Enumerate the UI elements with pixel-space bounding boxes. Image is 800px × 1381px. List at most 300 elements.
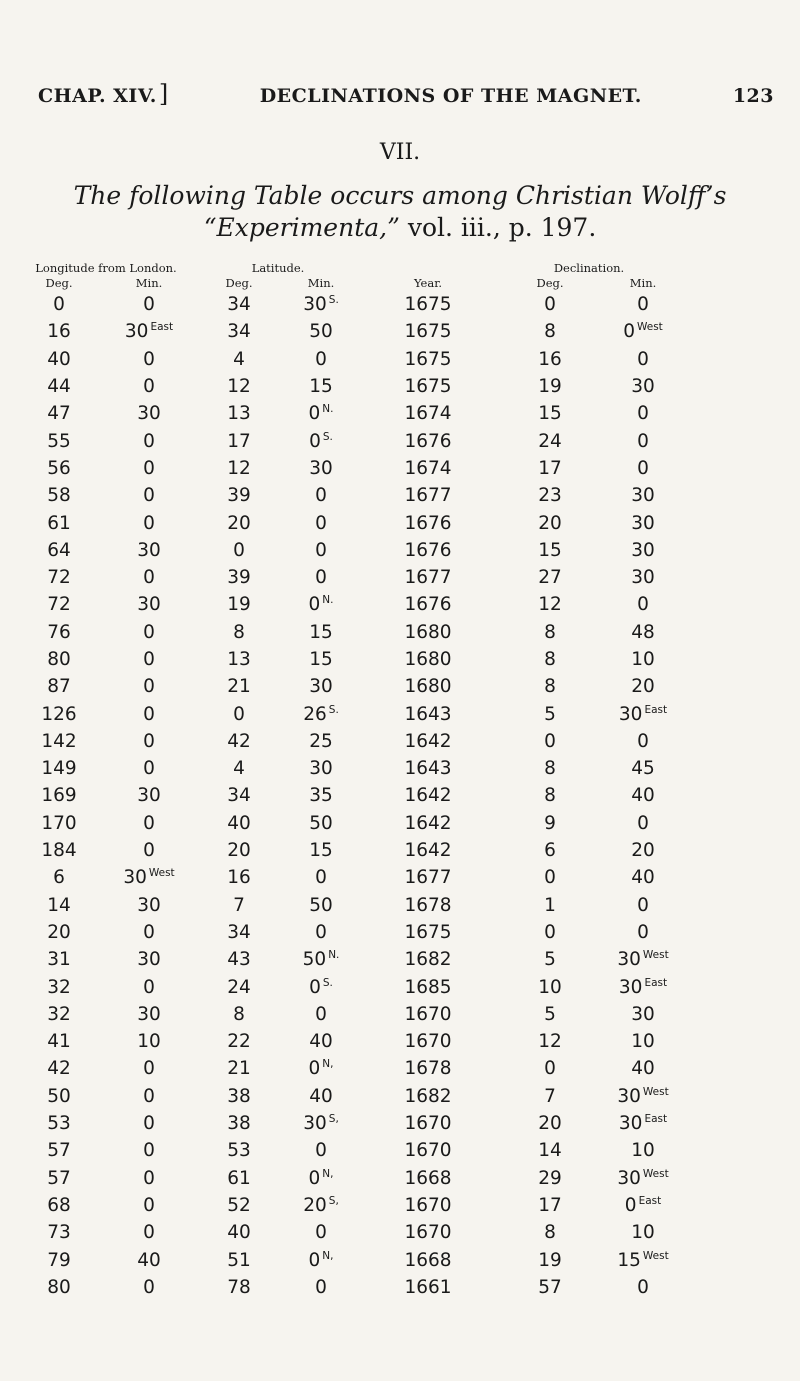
lat-min-cell-value: 30 (309, 676, 333, 698)
year-cell (360, 482, 496, 509)
dec-min-cell-value: 0 (637, 457, 649, 479)
dec-deg-cell (496, 1055, 604, 1082)
dec-min-cell (604, 892, 682, 919)
year-cell-value: 1670 (404, 1003, 452, 1025)
lon-min-cell-value: 0 (143, 1167, 155, 1189)
lon-min-cell (102, 1028, 196, 1055)
lat-deg-cell (196, 482, 282, 509)
lat-min-cell (282, 646, 360, 673)
dec-deg-cell (496, 1246, 604, 1273)
dec-min-cell (604, 1219, 682, 1246)
dec-min-cell-value: 30 (631, 1003, 655, 1025)
dec-min-cell (604, 1246, 682, 1273)
year-cell (360, 1246, 496, 1273)
dec-deg-cell (496, 700, 604, 727)
dec-deg-cell-value: 23 (538, 485, 562, 507)
year-cell-value: 1670 (404, 1194, 452, 1216)
lat-min-cell (282, 864, 360, 891)
year-cell (360, 509, 496, 536)
lat-deg-cell-value: 4 (233, 758, 245, 780)
lon-deg-cell-value: 149 (41, 758, 77, 780)
dec-min-cell (604, 810, 682, 837)
dec-deg-cell-value: 29 (538, 1167, 562, 1189)
year-cell-value: 1643 (404, 703, 452, 725)
lon-deg-cell (16, 755, 102, 782)
dec-min-direction-note: East (644, 703, 668, 716)
lon-min-header: Min. (135, 276, 163, 290)
lon-deg-cell-value: 87 (47, 676, 71, 698)
table-row (16, 400, 792, 427)
dec-deg-cell (496, 1028, 604, 1055)
row-margin (682, 864, 792, 891)
declination-table (16, 260, 792, 1301)
lon-deg-cell (16, 973, 102, 1000)
lon-min-cell-value: 0 (143, 348, 155, 370)
lat-deg-cell (196, 1219, 282, 1246)
lon-min-cell (102, 673, 196, 700)
table-row (16, 892, 792, 919)
dec-min-cell-value: 30 (631, 376, 655, 398)
lon-deg-cell (16, 591, 102, 618)
year-cell (360, 973, 496, 1000)
row-margin (682, 1083, 792, 1110)
dec-deg-cell-value: 17 (538, 457, 562, 479)
year-cell-value: 1642 (404, 785, 452, 807)
year-cell-value: 1670 (404, 1222, 452, 1244)
lat-deg-cell-value: 20 (227, 840, 251, 862)
lat-min-cell-value: 30 (303, 294, 327, 316)
lat-deg-cell-value: 78 (227, 1276, 251, 1298)
lon-deg-cell (16, 509, 102, 536)
dec-min-cell (604, 919, 682, 946)
dec-deg-cell (496, 810, 604, 837)
lon-min-cell-value: 0 (143, 621, 155, 643)
lon-deg-header: Deg. (45, 276, 73, 290)
dec-deg-cell-value: 19 (538, 1249, 562, 1271)
lat-min-cell-value: 0 (315, 539, 327, 561)
year-cell-value: 1675 (404, 348, 452, 370)
year-cell (360, 1110, 496, 1137)
lon-min-cell (102, 427, 196, 454)
lon-deg-cell-value: 80 (47, 1276, 71, 1298)
lat-min-cell-value: 40 (309, 1031, 333, 1053)
dec-min-cell (604, 1274, 682, 1301)
lon-deg-cell (16, 864, 102, 891)
dec-min-cell-value: 10 (631, 1222, 655, 1244)
year-cell (360, 1001, 496, 1028)
lon-deg-cell (16, 373, 102, 400)
year-cell (360, 1083, 496, 1110)
dec-min-cell (604, 455, 682, 482)
table-row (16, 509, 792, 536)
lat-min-cell-value: 15 (309, 621, 333, 643)
lat-deg-cell-value: 4 (233, 348, 245, 370)
lon-min-cell-value: 30 (124, 321, 149, 343)
lon-min-cell-value: 30 (123, 867, 147, 889)
year-cell-value: 1677 (404, 867, 452, 889)
year-cell (360, 291, 496, 318)
lon-deg-cell (16, 455, 102, 482)
lon-min-cell (102, 728, 196, 755)
dec-min-cell-value: 30 (617, 949, 641, 971)
table-row (16, 537, 792, 564)
dec-min-cell (604, 564, 682, 591)
dec-deg-cell-value: 5 (544, 703, 556, 725)
year-cell-value: 1675 (404, 376, 452, 398)
lat-min-cell-value: 20 (303, 1194, 327, 1216)
dec-min-cell-value: 30 (631, 567, 655, 589)
lon-min-cell (102, 782, 196, 809)
lat-min-cell (282, 455, 360, 482)
longitude-header: Longitude from London. (35, 261, 177, 275)
lat-min-cell (282, 1028, 360, 1055)
dec-min-cell (604, 482, 682, 509)
lat-min-cell-value: 35 (309, 785, 333, 807)
row-margin (682, 318, 792, 345)
dec-min-cell-value: 0 (624, 1194, 637, 1216)
lat-min-cell-value: 0 (308, 403, 321, 425)
dec-min-cell-value: 40 (631, 785, 655, 807)
year-cell-value: 1675 (404, 321, 452, 343)
lat-min-cell-value: 50 (302, 949, 327, 971)
lat-deg-cell (196, 509, 282, 536)
lon-deg-cell (16, 946, 102, 973)
caption-line-2 (0, 212, 800, 244)
section-number: VII. (379, 140, 421, 165)
dec-deg-cell (496, 591, 604, 618)
year-cell (360, 373, 496, 400)
year-cell-value: 1670 (404, 1140, 452, 1162)
chapter-bracket: ] (158, 80, 169, 108)
row-margin (682, 619, 792, 646)
lon-deg-cell-value: 32 (47, 1003, 71, 1025)
year-cell (360, 919, 496, 946)
dec-deg-cell-value: 8 (544, 676, 556, 698)
lon-deg-cell (16, 700, 102, 727)
lon-min-cell (102, 373, 196, 400)
caption-line-1: The following Table occurs among Christian Wolff’s (73, 181, 727, 210)
lat-deg-cell-value: 34 (227, 785, 251, 807)
row-margin (682, 810, 792, 837)
lat-min-cell (282, 564, 360, 591)
lon-min-cell-value: 0 (143, 649, 155, 670)
dec-deg-cell-value: 8 (544, 758, 556, 780)
lat-deg-cell-value: 34 (227, 294, 251, 316)
dec-deg-cell (496, 973, 604, 1000)
lon-deg-cell (16, 400, 102, 427)
page-number: 123 (732, 85, 774, 107)
dec-min-cell (604, 346, 682, 373)
lon-min-cell-value: 0 (143, 1276, 155, 1298)
lat-min-cell-value: 50 (309, 321, 333, 343)
dec-deg-cell (496, 427, 604, 454)
lon-min-cell-value: 0 (143, 1085, 155, 1107)
lon-min-cell-value: 0 (143, 430, 155, 452)
lon-min-cell (102, 400, 196, 427)
year-cell-value: 1668 (404, 1167, 452, 1189)
lon-deg-cell (16, 619, 102, 646)
lat-min-cell-value: 26 (303, 703, 327, 725)
year-cell-value: 1642 (404, 840, 452, 862)
lon-min-cell-value: 0 (143, 1113, 155, 1135)
table-row (16, 973, 792, 1000)
dec-deg-cell-value: 20 (538, 1113, 562, 1135)
lat-deg-cell (196, 1001, 282, 1028)
lat-deg-cell-value: 40 (227, 812, 251, 834)
sub-header-row (16, 276, 792, 291)
table-row (16, 619, 792, 646)
dec-min-cell (604, 646, 682, 673)
dec-min-direction-note: East (644, 976, 668, 989)
dec-min-cell (604, 1192, 682, 1219)
lat-min-cell (282, 755, 360, 782)
year-cell (360, 455, 496, 482)
lon-deg-cell-value: 31 (47, 949, 71, 971)
lon-deg-cell-value: 42 (47, 1058, 71, 1080)
lat-min-direction-note: N, (322, 1058, 334, 1071)
lat-min-cell (282, 919, 360, 946)
dec-min-cell (604, 400, 682, 427)
lon-min-cell-value: 30 (137, 785, 161, 807)
table-row (16, 482, 792, 509)
dec-min-cell (604, 755, 682, 782)
lon-deg-cell-value: 73 (47, 1222, 71, 1244)
dec-min-direction-note: West (642, 1167, 669, 1180)
table-body (16, 291, 792, 1301)
lon-deg-cell (16, 892, 102, 919)
table-row (16, 591, 792, 618)
table-row (16, 455, 792, 482)
year-cell (360, 1192, 496, 1219)
lon-deg-cell (16, 728, 102, 755)
dec-min-cell (604, 700, 682, 727)
dec-deg-cell-value: 15 (538, 539, 562, 561)
dec-min-cell (604, 973, 682, 1000)
year-cell-value: 1675 (404, 921, 452, 943)
lon-min-cell (102, 1219, 196, 1246)
lat-deg-cell-value: 43 (227, 949, 251, 971)
lon-deg-cell-value: 68 (47, 1194, 71, 1216)
lon-min-cell-value: 30 (137, 594, 161, 616)
lon-deg-cell (16, 1110, 102, 1137)
lat-min-cell (282, 373, 360, 400)
lat-deg-cell (196, 755, 282, 782)
lat-deg-cell (196, 291, 282, 318)
dec-min-cell-value: 30 (631, 485, 655, 507)
dec-deg-cell (496, 755, 604, 782)
year-cell-value: 1643 (404, 758, 452, 780)
lat-min-direction-note: N, (322, 1249, 334, 1262)
row-margin (682, 728, 792, 755)
year-cell-value: 1670 (404, 1031, 452, 1053)
lon-min-cell (102, 1274, 196, 1301)
year-cell-value: 1676 (404, 512, 452, 534)
dec-min-cell-value: 20 (631, 676, 655, 698)
lat-min-cell (282, 782, 360, 809)
lon-min-cell-value: 0 (143, 1058, 155, 1080)
table-row (16, 1055, 792, 1082)
dec-min-cell-value: 10 (631, 649, 655, 670)
lat-min-cell (282, 427, 360, 454)
lat-min-cell (282, 1246, 360, 1273)
lat-deg-cell-value: 51 (227, 1249, 251, 1271)
dec-deg-cell-value: 15 (538, 403, 562, 425)
lon-min-cell (102, 482, 196, 509)
dec-min-cell (604, 318, 682, 345)
lat-deg-cell (196, 1055, 282, 1082)
dec-min-cell-value: 30 (631, 539, 655, 561)
year-cell (360, 700, 496, 727)
year-cell (360, 1274, 496, 1301)
lat-min-cell (282, 1001, 360, 1028)
lat-min-direction-note: N. (328, 949, 340, 962)
declination-header: Declination. (553, 261, 625, 275)
dec-min-cell-value: 0 (637, 430, 649, 452)
lat-min-direction-note: N. (322, 403, 334, 416)
year-cell (360, 892, 496, 919)
lat-min-cell (282, 673, 360, 700)
lat-min-cell-value: 0 (315, 1003, 327, 1025)
dec-min-cell-value: 0 (637, 921, 649, 943)
lat-min-cell-value: 0 (315, 1140, 327, 1162)
row-margin (682, 564, 792, 591)
dec-deg-cell (496, 564, 604, 591)
lat-deg-cell (196, 373, 282, 400)
lon-deg-cell-value: 55 (47, 430, 71, 452)
dec-min-cell-value: 30 (617, 1167, 641, 1189)
lat-deg-cell-value: 16 (227, 867, 251, 889)
year-cell (360, 946, 496, 973)
dec-min-cell (604, 782, 682, 809)
dec-deg-cell-value: 20 (538, 512, 562, 534)
dec-deg-cell (496, 1219, 604, 1246)
lat-min-cell-value: 0 (309, 976, 321, 998)
lat-min-cell (282, 537, 360, 564)
lat-min-cell (282, 1274, 360, 1301)
dec-deg-cell (496, 919, 604, 946)
dec-min-cell (604, 673, 682, 700)
lon-deg-cell (16, 427, 102, 454)
lon-min-cell (102, 755, 196, 782)
dec-min-cell-value: 45 (631, 758, 655, 780)
lon-min-cell (102, 700, 196, 727)
dec-deg-cell-value: 8 (544, 649, 556, 670)
lon-min-cell-value: 0 (143, 1222, 155, 1244)
dec-deg-cell-value: 17 (538, 1194, 562, 1216)
dec-deg-cell (496, 673, 604, 700)
lat-min-direction-note: S. (328, 294, 339, 307)
lat-min-cell (282, 1110, 360, 1137)
year-cell-value: 1642 (404, 812, 452, 834)
dec-min-direction-note: West (642, 1249, 669, 1262)
lat-min-cell (282, 1083, 360, 1110)
row-margin (682, 1137, 792, 1164)
lat-min-cell-value: 30 (309, 758, 333, 780)
lat-deg-cell (196, 1137, 282, 1164)
dec-min-cell (604, 1165, 682, 1192)
lat-deg-cell-value: 21 (227, 1058, 251, 1080)
lon-min-cell (102, 1001, 196, 1028)
lat-deg-cell-value: 19 (227, 594, 251, 616)
year-cell (360, 619, 496, 646)
dec-deg-cell (496, 1137, 604, 1164)
lat-min-direction-note: S. (328, 703, 339, 716)
row-margin (682, 892, 792, 919)
lat-deg-cell (196, 646, 282, 673)
lon-deg-cell-value: 44 (47, 376, 71, 398)
dec-min-cell (604, 373, 682, 400)
lat-deg-cell (196, 1110, 282, 1137)
table-row (16, 782, 792, 809)
dec-deg-cell (496, 728, 604, 755)
dec-deg-cell-value: 8 (544, 785, 556, 807)
dec-deg-cell-value: 10 (538, 976, 562, 998)
dec-deg-cell-value: 9 (544, 812, 556, 834)
lat-min-cell-value: 0 (308, 1167, 321, 1189)
lat-deg-cell-value: 42 (227, 730, 251, 752)
lat-min-cell-value: 0 (315, 485, 327, 507)
row-margin (682, 837, 792, 864)
lon-deg-cell (16, 782, 102, 809)
lat-deg-cell (196, 728, 282, 755)
dec-min-cell-value: 0 (637, 894, 649, 916)
dec-min-cell-value: 10 (631, 1031, 655, 1053)
lon-min-cell (102, 318, 196, 345)
table-row (16, 1246, 792, 1273)
table-row (16, 318, 792, 345)
lon-min-cell-value: 0 (143, 840, 155, 862)
dec-min-direction-note: West (642, 949, 669, 962)
dec-min-cell-value: 0 (637, 294, 649, 316)
lat-min-cell (282, 619, 360, 646)
year-cell (360, 346, 496, 373)
row-margin (682, 673, 792, 700)
year-cell-value: 1680 (404, 621, 452, 643)
lon-deg-cell (16, 1083, 102, 1110)
lat-min-cell-value: 50 (309, 812, 333, 834)
lat-deg-cell (196, 810, 282, 837)
lon-deg-cell-value: 57 (47, 1140, 71, 1162)
lat-min-cell (282, 1137, 360, 1164)
year-cell (360, 646, 496, 673)
lon-min-cell (102, 946, 196, 973)
lat-min-cell (282, 509, 360, 536)
lat-min-cell-value: 30 (303, 1113, 327, 1135)
dec-min-cell (604, 837, 682, 864)
lat-min-direction-note: N. (322, 594, 334, 607)
table-row (16, 346, 792, 373)
dec-min-cell (604, 537, 682, 564)
table-row (16, 1274, 792, 1301)
lon-min-cell-value: 0 (143, 294, 155, 316)
lat-min-cell (282, 400, 360, 427)
dec-deg-cell-value: 57 (538, 1276, 562, 1298)
dec-min-cell (604, 591, 682, 618)
lon-deg-cell-value: 72 (47, 567, 71, 589)
year-cell (360, 427, 496, 454)
dec-min-cell (604, 619, 682, 646)
lat-deg-cell-value: 17 (227, 430, 251, 452)
table-row (16, 1219, 792, 1246)
row-margin (682, 346, 792, 373)
lon-min-cell (102, 537, 196, 564)
lat-min-cell (282, 291, 360, 318)
lat-min-cell-value: 50 (309, 894, 333, 916)
dec-deg-cell-value: 7 (544, 1085, 556, 1107)
row-margin (682, 1001, 792, 1028)
row-margin (682, 455, 792, 482)
lat-deg-cell-value: 12 (227, 376, 251, 398)
